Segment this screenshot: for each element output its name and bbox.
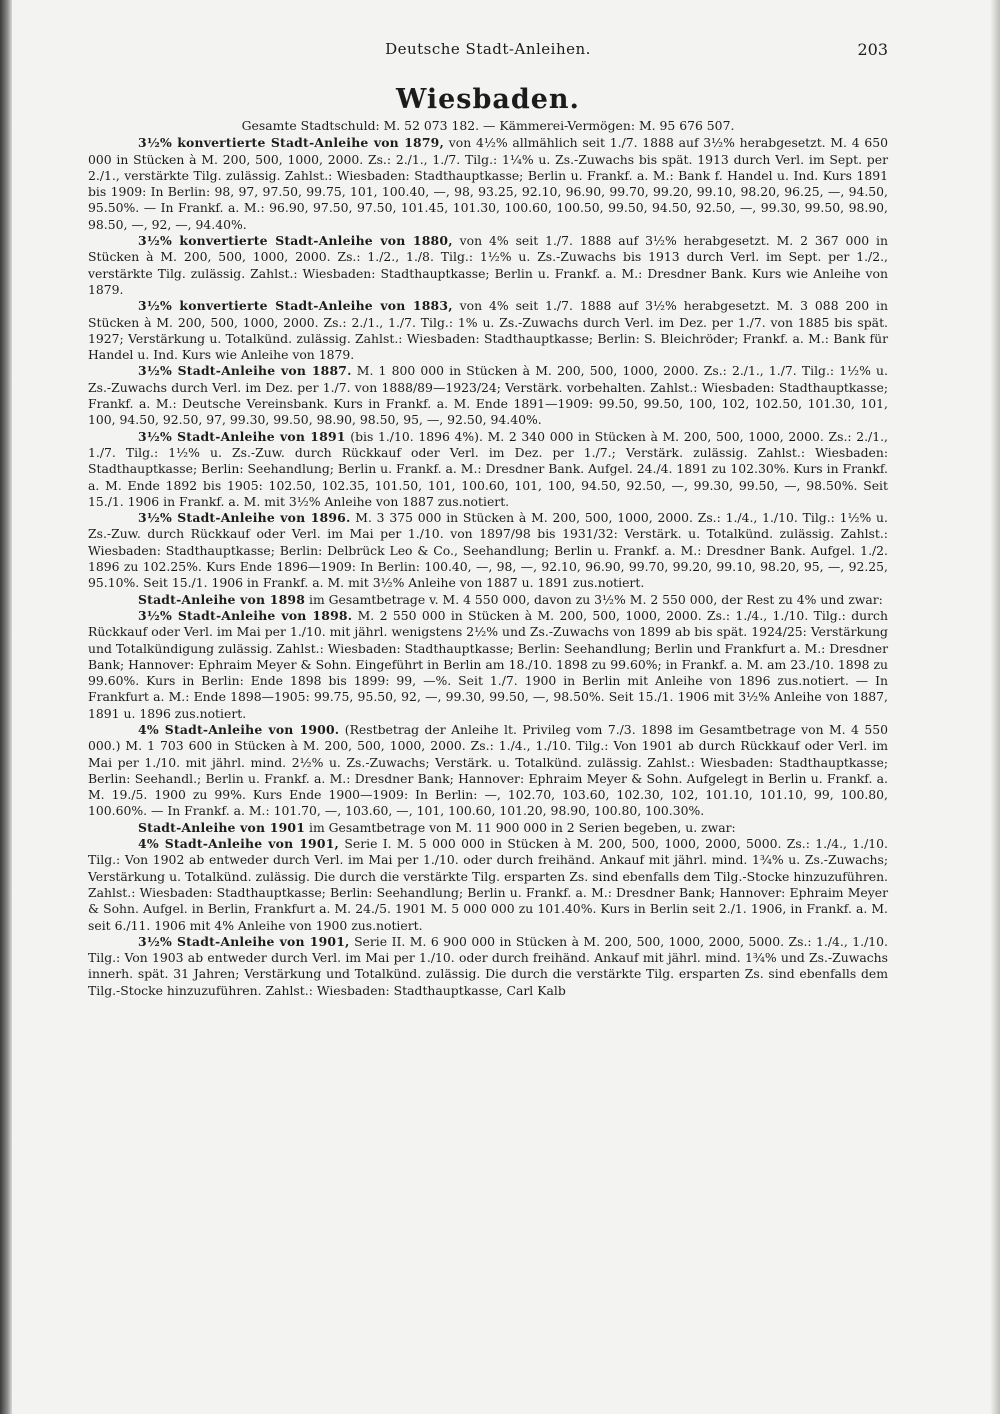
- loan-details: von 4½% allmählich seit 1./7. 1888 auf 3½% herabgesetzt. M. 4 650 000 in Stücken à M. 200, 500, 1000, 2000. Zs.: 2./1., 1./7. Tilg.: 1¼% u. Zs.-Zuwachs bis spät. 1913 durch Verl. im Sept. per 2./1., verstärkte Tilg. zulässig. Zahlst.: Wiesbaden: Stadthauptkasse; Berlin u. Frankf. a. M.: Bank f. Handel u. Ind. Kurs 1891 bis 1909: In Berlin: 98, 97, 97.50, 99.75, 101, 100.40, —, 98, 93.25, 92.10, 96.90, 99.70, 99.20, 99.10, 98.20, 96.25, —, 94.50, 95.50%. — In Frankf. a. M.: 96.90, 97.50, 97.50, 101.45, 101.30, 100.60, 100.50, 99.50, 94.50, 92.50, —, 99.30, 99.50, 98.90, 98.50, —, 92, —, 94.40%.: [88, 135, 888, 232]
- loan-entry-1887: [88, 363, 888, 428]
- loan-details: im Gesamtbetrage von M. 11 900 000 in 2 Serien begeben, u. zwar:: [308, 819, 736, 835]
- loan-entry-1879: [88, 135, 888, 233]
- loan-details: von 4% seit 1./7. 1888 auf 3½% herabgesetzt. M. 3 088 200 in Stücken à M. 200, 500, 1000, 2000. Zs.: 2./1., 1./7. Tilg.: 1% u. Zs.-Zuwachs durch Verl. im Dez. per 1./7. von 1885 bis spät. 1927; Verstärkung u. Totalkünd. zulässig. Zahlst.: Wiesbaden: Stadthauptkasse; Berlin: S. Bleichröder; Frankf. a. M.: Bank für Handel u. Ind. Kurs wie Anleihe von 1879.: [88, 298, 888, 363]
- loan-title: 3½% Stadt-Anleihe von 1887.: [138, 363, 352, 379]
- page-number: 203: [857, 40, 888, 59]
- page-binding-shadow: [0, 0, 12, 1414]
- loan-details: von 4% seit 1./7. 1888 auf 3½% herabgesetzt. M. 2 367 000 in Stücken à M. 200, 500, 1000, 2000. Zs.: 1./2., 1./8. Tilg.: 1½% u. Zs.-Zuwachs bis 1913 durch Verl. im Sept. per 1./2., verstärkte Tilg. zulässig. Zahlst.: Wiesbaden: Stadthauptkasse; Berlin u. Frankf. a. M.: Dresdner Bank. Kurs wie Anleihe von 1879.: [88, 233, 888, 297]
- loan-title: 3½% konvertierte Stadt-Anleihe von 1880,: [138, 233, 453, 249]
- loan-entry-1896: [88, 510, 888, 591]
- loan-details: M. 2 550 000 in Stücken à M. 200, 500, 1000, 2000. Zs.: 1./4., 1./10. Tilg.: durch Rückkauf oder Verl. im Mai per 1./10. mit jährl. wenigstens 2½% und Zs.-Zuwachs von 1899 ab bis spät. 1924/25: Verstärkung und Totalkündigung zulässig. Zahlst.: Wiesbaden: Stadthauptkasse; Berlin: Seehandlung; Berlin und Frankfurt a. M.: Dresdner Bank; Hannover: Ephraim Meyer & Sohn. Eingeführt in Berlin am 18./10. 1898 zu 99.60%; in Frankf. a. M. am 23./10. 1898 zu 99.60%. Kurs in Berlin: Ende 1898 bis 1899: 99, —%. Seit 1./7. 1900 in Berlin mit Anleihe von 1896 zus.notiert. — In Frankfurt a. M.: Ende 1898—1905: 99.75, 95.50, 92, —, 99.30, 99.50, —, 98.50%. Seit 15./1. 1906 mit 3½% Anleihe von 1887, 1891 u. 1896 zus.notiert.: [88, 607, 888, 721]
- loan-entry-1880: [88, 233, 888, 298]
- loan-entry-1898: [88, 608, 888, 722]
- loan-details: im Gesamtbetrage v. M. 4 550 000, davon zu 3½% M. 2 550 000, der Rest zu 4% und zwar:: [308, 591, 883, 607]
- loan-entry-1900: [88, 722, 888, 820]
- loan-details: M. 3 375 000 in Stücken à M. 200, 500, 1000, 2000. Zs.: 1./4., 1./10. Tilg.: 1½% u. Zs.-Zuw. durch Rückkauf oder Verl. im Mai per 1./10. von 1897/98 bis 1931/32: Verstärk. u. Totalkünd. zulässig. Zahlst.: Wiesbaden: Stadthauptkasse; Berlin: Delbrück Leo & Co., Seehandlung; Berlin u. Frankf. a. M.: Dresdner Bank. Aufgel. 1./2. 1896 zu 102.25%. Kurs Ende 1896—1909: In Berlin: 100.40, —, 98, —, 92.10, 96.90, 99.70, 99.20, 99.10, 98.20, 95, —, 92.25, 95.10%. Seit 15./1. 1906 in Frankf. a. M. mit 3½% Anleihe von 1887 u. 1891 zus.notiert.: [88, 510, 888, 591]
- body-text: [88, 118, 888, 999]
- loan-title: 3½% Stadt-Anleihe von 1891: [138, 428, 346, 444]
- city-heading: Wiesbaden.: [396, 84, 580, 115]
- loan-details: M. 1 800 000 in Stücken à M. 200, 500, 1000, 2000. Zs.: 2./1., 1./7. Tilg.: 1½% u. Zs.-Zuwachs durch Verl. im Dez. per 1./7. von 1888/89—1923/24; Verstärk. vorbehalten. Zahlst.: Wiesbaden: Stadthauptkasse; Frankf. a. M.: Deutsche Vereinsbank. Kurs in Frankf. a. M. Ende 1891—1909: 99.50, 99.50, 100, 102, 102.50, 101.30, 101, 100, 94.50, 92.50, 97, 99.30, 99.50, 98.90, 98.50, 95, —, 92.50, 94.40%.: [88, 363, 888, 428]
- loan-entry-1901-serie-1: [88, 836, 888, 934]
- loan-title: 3½% konvertierte Stadt-Anleihe von 1879,: [138, 135, 445, 151]
- loan-details: Serie II. M. 6 900 000 in Stücken à M. 200, 500, 1000, 2000, 5000. Zs.: 1./4., 1./10. Tilg.: Von 1903 ab entweder durch Verl. im Mai per 1./10. oder durch freihänd. Ankauf mit jährl. mind. 1¾% und Zs.-Zuwachs innerh. spät. 31 Jahren; Verstärkung und Totalkünd. zulässig. Die durch die verstärkte Tilg. ersparten Zs. sind ebenfalls dem Tilg.-Stocke hinzuzuführen. Zahlst.: Wiesbaden: Stadthauptkasse, Carl Kalb: [88, 933, 888, 998]
- loan-title: 3½% konvertierte Stadt-Anleihe von 1883,: [138, 298, 453, 314]
- page-edge-shadow: [990, 0, 1000, 1414]
- loan-details: Serie I. M. 5 000 000 in Stücken à M. 200, 500, 1000, 2000, 5000. Zs.: 1./4., 1./10. Tilg.: Von 1902 ab entweder durch Verl. im Mai per 1./10. oder durch freihänd. Ankauf mit jährl. mind. 1¾% u. Zs.-Zuwachs; Verstärkung u. Totalkünd. zulässig. Die durch die verstärkte Tilg. ersparten Zs. sind ebenfalls dem Tilg.-Stocke hinzuzuführen. Zahlst.: Wiesbaden: Stadthauptkasse; Berlin: Seehandlung; Berlin u. Frankf. a. M.: Dresdner Bank; Hannover: Ephraim Meyer & Sohn. Aufgel. in Berlin, Frankfurt a. M. 24./5. 1901 M. 5 000 000 zu 101.40%. Kurs in Berlin seit 2./1. 1906, in Frankf. a. M. seit 6./11. 1906 mit 4% Anleihe von 1900 zus.notiert.: [88, 836, 888, 933]
- loan-title: 4% Stadt-Anleihe von 1900.: [138, 721, 340, 737]
- city-debt-summary: Gesamte Stadtschuld: M. 52 073 182. — Kämmerei-Vermögen: M. 95 676 507.: [241, 118, 735, 133]
- loan-group-1901: [88, 820, 888, 836]
- loan-title: 3½% Stadt-Anleihe von 1898.: [138, 607, 353, 623]
- loan-details: (Restbetrag der Anleihe lt. Privileg vom 7./3. 1898 im Gesamtbetrage von M. 4 550 000.) M. 1 703 600 in Stücken à M. 200, 500, 1000, 2000. Zs.: 1./4., 1./10. Tilg.: Von 1901 ab durch Rückkauf oder Verl. im Mai per 1./10. mit jährl. mind. 2½% u. Zs.-Zuwachs; Verstärk. u. Totalkünd. zulässig. Zahlst.: Wiesbaden: Stadthauptkasse; Berlin: Seehandl.; Berlin u. Frankf. a. M.: Dresdner Bank; Hannover: Ephraim Meyer & Sohn. Aufgelegt in Berlin u. Frankf. a. M. 19./5. 1900 zu 99%. Kurs Ende 1900—1909: In Berlin: —, 102.70, 103.60, 102.30, 102, 101.10, 101.10, 99, 100.80, 100.60%. — In Frankf. a. M.: 101.70, —, 103.60, —, 101, 100.60, 101.20, 98.90, 100.80, 100.30%.: [88, 721, 888, 819]
- running-title: Deutsche Stadt-Anleihen.: [385, 40, 591, 58]
- loan-group-1898: [88, 592, 888, 608]
- loan-entry-1891: [88, 429, 888, 510]
- running-header: [88, 40, 888, 66]
- loan-entry-1901-serie-2: [88, 934, 888, 999]
- loan-title: 3½% Stadt-Anleihe von 1896.: [138, 510, 351, 526]
- loan-title: Stadt-Anleihe von 1898: [138, 591, 306, 607]
- loan-entry-1883: [88, 298, 888, 363]
- loan-details: (bis 1./10. 1896 4%). M. 2 340 000 in Stücken à M. 200, 500, 1000, 2000. Zs.: 2./1., 1./7. Tilg.: 1½% u. Zs.-Zuw. durch Rückkauf oder Verl. im Dez. per 1./7.; Verstärk. zulässig. Zahlst.: Wiesbaden: Stadthauptkasse; Berlin: Seehandlung; Berlin u. Frankf. a. M.: Dresdner Bank. Aufgel. 24./4. 1891 zu 102.30%. Kurs in Frankf. a. M. Ende 1892 bis 1905: 102.50, 102.35, 101.50, 101, 100.60, 101, 100, 94.50, 92.50, —, 99.30, 99.50, —, 98.50%. Seit 15./1. 1906 in Frankf. a. M. mit 3½% Anleihe von 1887 zus.notiert.: [88, 428, 888, 509]
- loan-title: 4% Stadt-Anleihe von 1901,: [138, 836, 340, 852]
- loan-title: Stadt-Anleihe von 1901: [138, 819, 306, 835]
- loan-title: 3½% Stadt-Anleihe von 1901,: [138, 933, 350, 949]
